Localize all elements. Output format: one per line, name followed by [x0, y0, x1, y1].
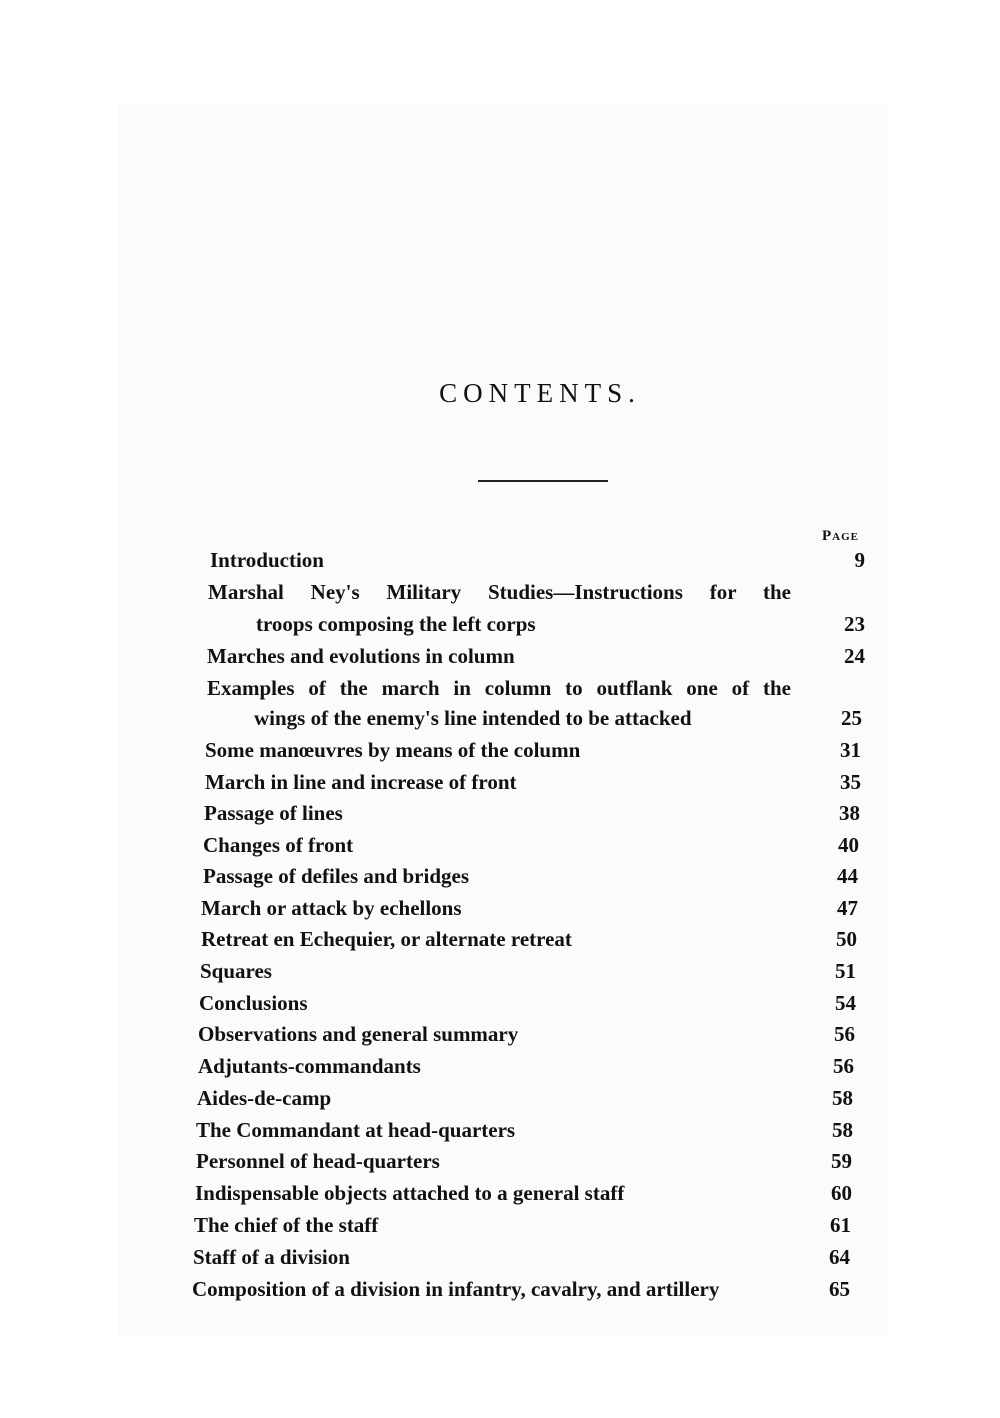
toc-entry-page: 25 [841, 706, 862, 730]
toc-entry-page: 40 [838, 833, 859, 857]
toc-entry-title: The Commandant at head-quarters [196, 1118, 516, 1142]
toc-entry-title: Some manœuvres by means of the column [205, 738, 581, 762]
toc-entry-page: 64 [829, 1245, 850, 1269]
toc-entry-title: Passage of lines [204, 801, 343, 825]
toc-entry-title: Adjutants-commandants [198, 1054, 421, 1078]
toc-entry-title: Indispensable objects attached to a general staff [195, 1181, 625, 1205]
toc-entry-page: 23 [844, 612, 865, 636]
toc-entry-title: Staff of a division [193, 1245, 350, 1269]
toc-entry-page: 35 [840, 770, 861, 794]
toc-entry-title: Squares [200, 959, 272, 983]
toc-entry-page: 9 [854, 548, 865, 572]
toc-entry-page: 59 [831, 1149, 852, 1173]
toc-entry-title: March in line and increase of front [205, 770, 517, 794]
toc-entry-page: 61 [830, 1213, 851, 1237]
toc-entry-page: 58 [832, 1086, 853, 1110]
toc-entry-page: 58 [832, 1118, 853, 1142]
toc-entry-page: 31 [840, 738, 861, 762]
toc-entry-page: 56 [833, 1054, 854, 1078]
toc-entry-title: Retreat en Echequier, or alternate retreat [201, 927, 572, 951]
toc-entry-page: 54 [835, 991, 856, 1015]
toc-entry-page: 24 [844, 644, 865, 668]
toc-entry-title: Personnel of head-quarters [196, 1149, 440, 1173]
toc-entry-title: March or attack by echellons [201, 896, 462, 920]
toc-entry-title: Observations and general summary [198, 1022, 519, 1046]
toc-entry-page: 60 [831, 1181, 852, 1205]
toc-entry-title: Examples of the march in column to outflank one of the [207, 676, 791, 700]
page-title: CONTENTS. [439, 378, 641, 408]
toc-entry-page: 51 [835, 959, 856, 983]
toc-entry-title: Marshal Ney's Military Studies—Instructions for the [208, 580, 791, 604]
toc-entry-title: Aides-de-camp [197, 1086, 332, 1110]
toc-entry-title: The chief of the staff [194, 1213, 379, 1237]
toc-entry-page: 44 [837, 864, 858, 888]
toc-entry-page: 50 [836, 927, 857, 951]
toc-entry-title: Marches and evolutions in column [207, 644, 515, 668]
toc-entry-page: 65 [829, 1277, 850, 1301]
toc-entry-title: Passage of defiles and bridges [203, 864, 470, 888]
toc-entry-title: Conclusions [199, 991, 308, 1015]
toc-entry-title: Changes of front [203, 833, 354, 857]
toc-entry-title: Introduction [210, 548, 324, 572]
toc-entry-page: 47 [837, 896, 858, 920]
page-column-header: Page [822, 528, 859, 544]
toc-entry-title: Composition of a division in infantry, cavalry, and artillery [192, 1277, 720, 1301]
toc-entry-continuation: wings of the enemy's line intended to be attacked [254, 706, 692, 730]
toc-entry-page: 56 [834, 1022, 855, 1046]
toc-entry-page: 38 [839, 801, 860, 825]
toc-entry-continuation: troops composing the left corps [256, 612, 536, 636]
